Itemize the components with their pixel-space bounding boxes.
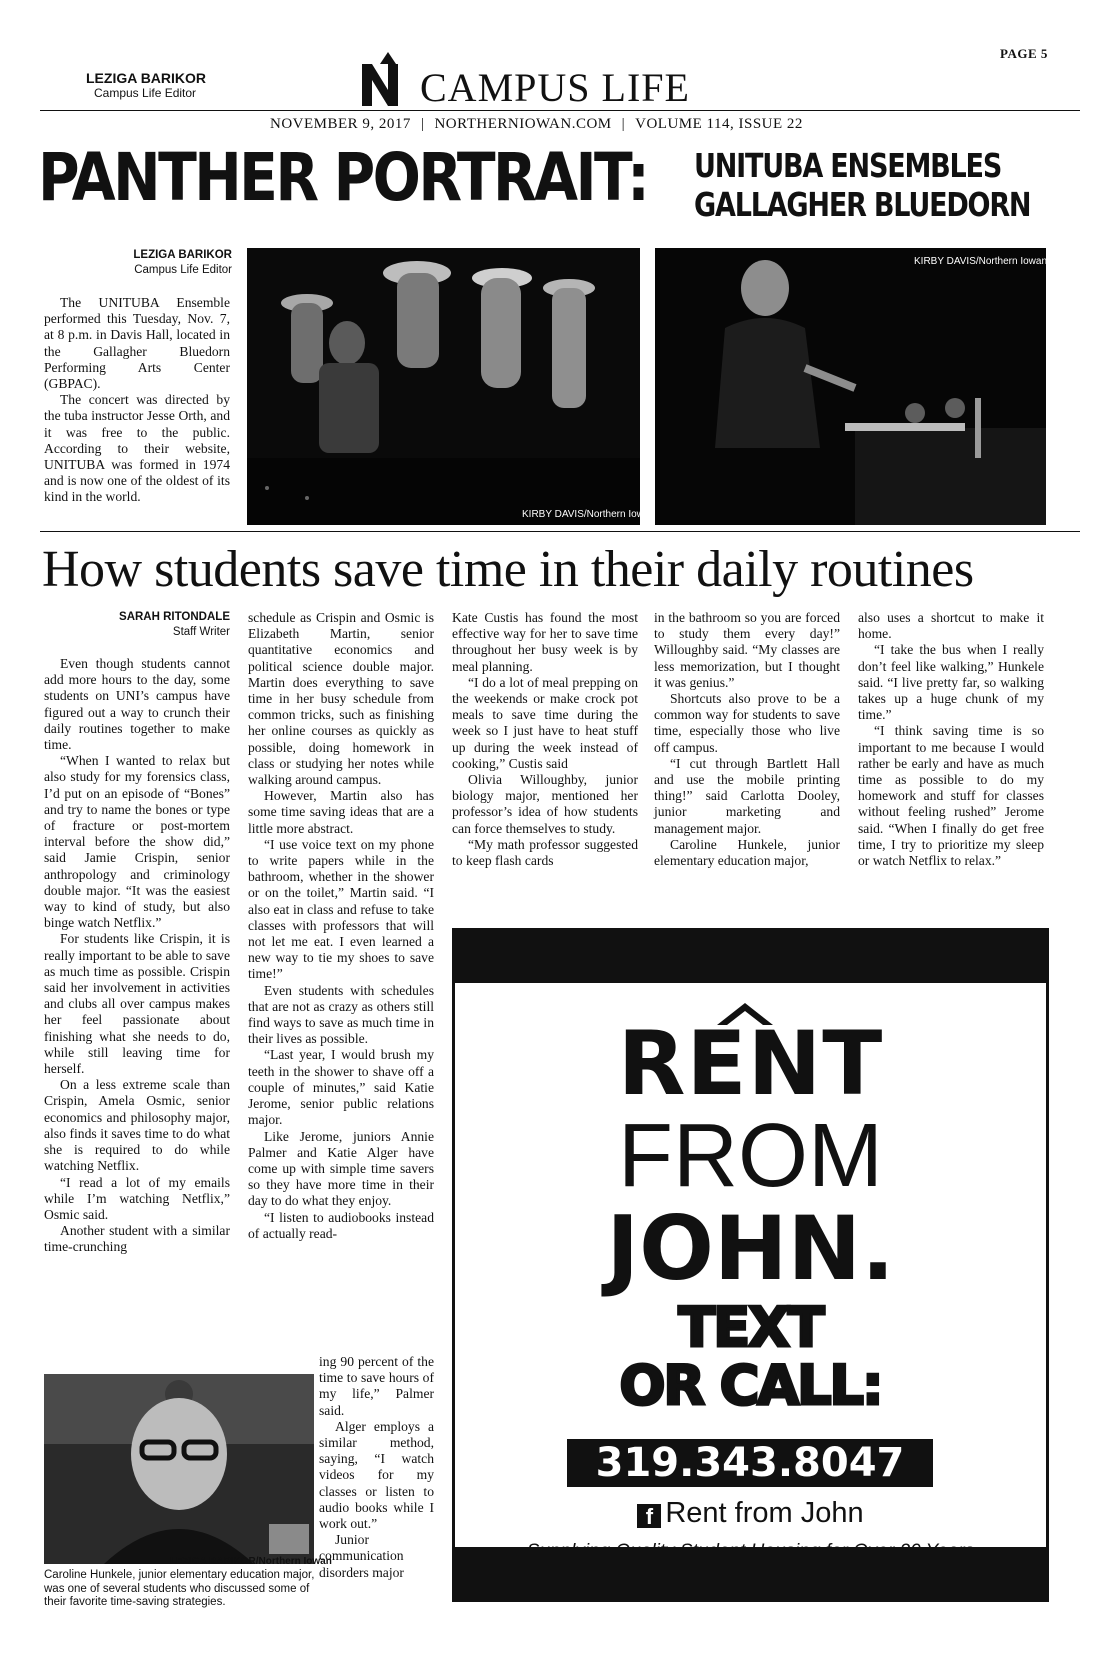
- story2-headline: How students save time in their daily routines: [42, 541, 974, 598]
- story2-column-2-continued: [319, 1354, 434, 1581]
- story2-paragraph: Shortcuts also prove to be a common way for students to save time, especially those who live off campus.: [654, 691, 840, 755]
- section-editor-name: LEZIGA BARIKOR: [86, 70, 207, 86]
- student-portrait-photo: [44, 1374, 314, 1564]
- section-title: CAMPUS LIFE: [420, 65, 690, 110]
- ad-line-john: JOHN.: [606, 1197, 895, 1300]
- story2-paragraph: “I take the bus when I really don’t feel like walking,” Hunkele said. “I live pretty far, so walking takes up a huge chunk of my time.”: [858, 642, 1044, 723]
- story1-byline: [128, 248, 232, 278]
- ad-line-text: TEXT: [678, 1296, 823, 1359]
- story2-paragraph: Junior communication disorders major: [319, 1532, 404, 1580]
- ad-bottom-band: [455, 1547, 1046, 1599]
- story2-paragraph: “When I wanted to relax but also study for my forensics class, I’d put on an episode of “Bones” and try to name the bones or type of fracture or post-mortem interval before the show did,” said Jamie Crispin, senior anthropology and criminology double major. “It was the easiest way to kind of study, but also binge watch Netflix.”: [44, 753, 230, 931]
- story2-paragraph: “I cut through Bartlett Hall and use the mobile printing thing!” said Carlotta Dooley, junior marketing and management major.: [654, 755, 840, 836]
- ad-line-or-call: OR CALL:: [619, 1354, 882, 1417]
- ad-line-from: FROM: [618, 1106, 883, 1206]
- story1-body: [44, 295, 230, 506]
- story2-column-1: [44, 656, 230, 1256]
- story2-paragraph: Even students with schedules that are not as crazy as others still find ways to save as much time in their lives as possible.: [248, 982, 434, 1047]
- story2-column-3: [452, 610, 638, 869]
- photo3-caption: Caroline Hunkele, junior elementary education major, was one of several students who discussed some of their favorite time-saving strategies.: [44, 1569, 315, 1608]
- story2-paragraph: also uses a shortcut to make it home.: [858, 610, 1044, 642]
- story2-paragraph: Alger employs a similar method, saying, “I watch videos for my classes or listen to audio books while I work out.”: [319, 1418, 434, 1532]
- story2-paragraph: ing 90 percent of the time to save hours of my life,” Palmer said.: [319, 1354, 434, 1418]
- story1-subheadline: [694, 146, 1030, 224]
- rent-from-john-ad: [452, 928, 1049, 1602]
- story2-paragraph: “My math professor suggested to keep flash cards: [452, 836, 638, 869]
- story2-paragraph: Another student with a similar time-crunching: [44, 1223, 230, 1255]
- story2-paragraph: “I listen to audiobooks instead of actually read-: [248, 1209, 434, 1241]
- volume-issue: VOLUME 114, ISSUE 22: [635, 116, 803, 132]
- story2-paragraph: “Last year, I would brush my teeth in the shower to shave off a couple of minutes,” said Katie Jerome, senior public relations major.: [248, 1047, 434, 1128]
- ad-facebook-label: Rent from John: [665, 1497, 864, 1529]
- story1-paragraph: The UNITUBA Ensemble performed this Tuesday, Nov. 7, at 8 p.m. in Davis Hall, located in the Gallagher Bluedorn Performing Arts Center (GBPAC).: [44, 295, 230, 392]
- story2-column-4: [654, 610, 840, 869]
- issue-date: NOVEMBER 9, 2017: [270, 116, 411, 132]
- conductor-photo: [655, 248, 1046, 525]
- story2-paragraph: schedule as Crispin and Osmic is Elizabeth Martin, senior quantitative economics and political science double major. Martin does everything to save time in her busy schedule from common tricks, such as finishing her online courses as quickly as possible, doing homework in class or studying her notes while walking around campus.: [248, 610, 434, 788]
- story2-paragraph: Caroline Hunkele, junior elementary education major,: [654, 836, 840, 869]
- photo1-credit: KIRBY DAVIS/Northern Iowan: [522, 509, 656, 520]
- ad-facebook[interactable]: [455, 1494, 1046, 1532]
- student-portrait-illustration: [44, 1374, 314, 1564]
- story2-byline-name: SARAH RITONDALE: [119, 611, 230, 623]
- story1-byline-name: LEZIGA BARIKOR: [133, 249, 232, 261]
- story2-paragraph: Like Jerome, juniors Annie Palmer and Katie Alger have come up with simple time savers so they have more time in their day to do what they enjoy.: [248, 1128, 434, 1209]
- story2-paragraph: in the bathroom so you are forced to study them every day!” Willoughby said. “My classes are less memorization, but I thought it was genius.”: [654, 610, 840, 690]
- story1-headline: PANTHER PORTRAIT:: [38, 139, 648, 216]
- facebook-icon: f: [637, 1504, 661, 1528]
- story1-paragraph: The concert was directed by the tuba instructor Jesse Orth, and it was free to the public. According to their website, UNITUBA was formed in 1974 and is now one of the oldest of its kind in the world.: [44, 392, 230, 505]
- ad-phone-number[interactable]: 319.343.8047: [567, 1439, 933, 1487]
- northern-iowan-logo-icon: [358, 50, 404, 108]
- story2-column-5: [858, 610, 1044, 869]
- ad-line-rent: RENT: [617, 1012, 884, 1115]
- website-link[interactable]: NORTHERNIOWAN.COM: [434, 116, 612, 132]
- story2-paragraph: On a less extreme scale than Crispin, Amela Osmic, senior economics and philosophy major, also finds it saves time to do what she is required to do while watching Netflix.: [44, 1077, 230, 1174]
- dateline: NOVEMBER 9, 2017 | NORTHERNIOWAN.COM | VOLUME 114, ISSUE 22: [270, 116, 803, 132]
- section-divider: [40, 531, 1080, 532]
- story2-paragraph: “I do a lot of meal prepping on the weekends or make crock pot meals to save time during the week so I just have to heat stuff up during the week instead of cooking,” Custis said: [452, 674, 638, 771]
- masthead-rule: [40, 110, 1080, 111]
- tuba-ensemble-illustration: [247, 248, 640, 525]
- section-editor-role: Campus Life Editor: [94, 86, 197, 100]
- story2-byline-role: Staff Writer: [172, 626, 230, 638]
- photo3-credit: LEZIGA BARIKOR/Northern Iowan: [170, 1556, 332, 1567]
- story1-subheadline-line1: UNITUBA ENSEMBLES: [694, 146, 1002, 185]
- tuba-ensemble-photo: [247, 248, 640, 525]
- story1-byline-role: Campus Life Editor: [134, 264, 232, 276]
- story2-paragraph: “I read a lot of my emails while I’m watching Netflix,” Osmic said.: [44, 1174, 230, 1222]
- story2-paragraph: Kate Custis has found the most effective way for her to save time throughout her busy week is by meal planning.: [452, 610, 638, 674]
- story1-subheadline-line2: GALLAGHER BLUEDORN: [694, 185, 1031, 224]
- story2-paragraph: However, Martin also has some time saving ideas that are a little more abstract.: [248, 788, 434, 836]
- photo2-credit: KIRBY DAVIS/Northern Iowan: [914, 256, 1048, 267]
- story2-paragraph: For students like Crispin, it is really important to be able to save as much time as possible. Crispin said her involvement in activities and clubs all over campus makes her feel passionate about finishing what she needs to do, while still leaving time for herself.: [44, 931, 230, 1077]
- story2-column-2: [248, 610, 434, 1242]
- story2-paragraph: “I think saving time is so important to me because I would rather be early and have as much time as possible to do my homework and stuff for classes without feeling rushed” Jerome said. “When I finally do get free time, I try to prioritize my sleep or watch Netflix to relax.”: [858, 723, 1044, 869]
- story2-paragraph: Even though students cannot add more hours to the day, some students on UNI’s campus have figured out a way to crunch their daily routines together to make time.: [44, 656, 230, 753]
- story2-paragraph: “I use voice text on my phone to write papers while in the bathroom, whether in the shower or on the toilet,” Martin said. “I also eat in class and refuse to take classes with professors that will not let me eat. I even learned a new way to tie my shoes to save time!”: [248, 836, 434, 982]
- story2-byline: [110, 610, 230, 640]
- ad-top-band: [455, 931, 1046, 983]
- page-number: PAGE 5: [1000, 46, 1048, 61]
- conductor-illustration: [655, 248, 1046, 525]
- story2-paragraph: Olivia Willoughby, junior biology major, mentioned her professor’s idea of how students can force themselves to study.: [452, 772, 638, 836]
